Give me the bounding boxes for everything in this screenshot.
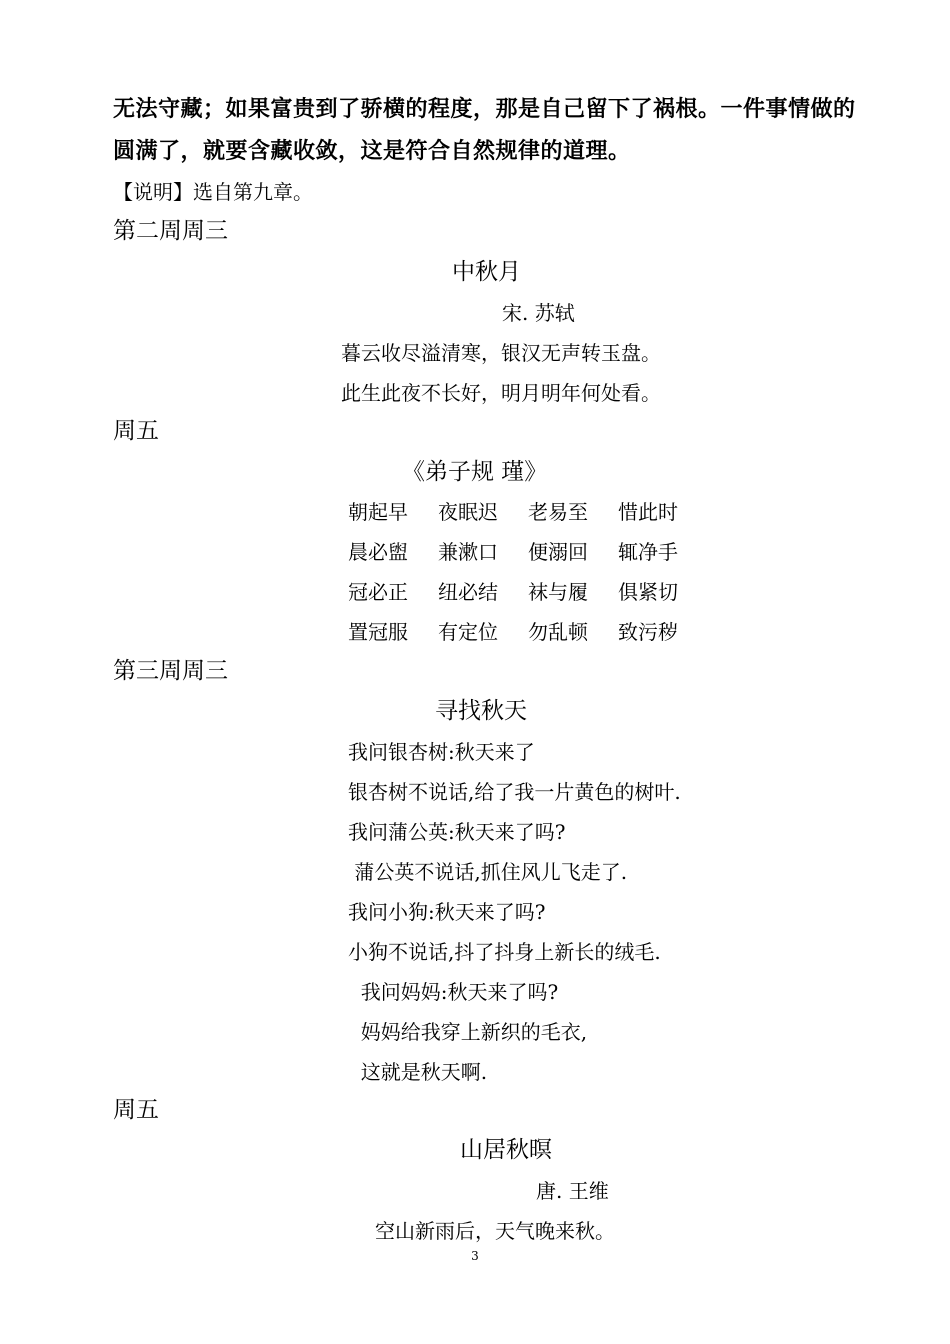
- dizigui-row: [348, 496, 708, 525]
- text-title-dizigui: 《弟子规 瑾》: [402, 459, 548, 485]
- dizigui-phrase: 便溺回: [528, 540, 588, 564]
- dizigui-phrase: 俱紧切: [618, 580, 678, 604]
- dizigui-row: [348, 616, 708, 645]
- poem-line: 我问小狗:秋天来了吗?: [348, 900, 546, 924]
- dizigui-phrase: 袜与履: [528, 580, 588, 604]
- poem-line: 妈妈给我穿上新织的毛衣,: [348, 1020, 588, 1044]
- intro-line-2: 圆满了，就要含藏收敛，这是符合自然规律的道理。: [113, 139, 631, 164]
- poem-line: 我问妈妈:秋天来了吗?: [348, 980, 559, 1004]
- dizigui-phrase: 辄净手: [618, 540, 678, 564]
- dizigui-phrase: 兼漱口: [438, 540, 498, 564]
- dizigui-row: [348, 536, 708, 565]
- dizigui-phrase: 老易至: [528, 500, 588, 524]
- dizigui-phrase: 纽必结: [438, 580, 498, 604]
- poem-line: 我问蒲公英:秋天来了吗?: [348, 820, 566, 844]
- section-heading-week3-wed: 第三周周三: [113, 658, 228, 684]
- dizigui-phrase: 置冠服: [348, 620, 408, 644]
- dizigui-phrase: 致污秽: [618, 620, 678, 644]
- poem-line: 蒲公英不说话,抓住风儿飞走了.: [348, 860, 628, 884]
- dizigui-row: [348, 576, 708, 605]
- dizigui-phrase: 晨必盥: [348, 540, 408, 564]
- poem-title-zhongqiuyue: 中秋月: [452, 259, 521, 285]
- poem-line: 小狗不说话,抖了抖身上新长的绒毛.: [348, 940, 661, 964]
- dizigui-phrase: 有定位: [438, 620, 498, 644]
- poem-title-shanjuqiuming: 山居秋暝: [460, 1137, 552, 1163]
- poem-line: 暮云收尽溢清寒，银汉无声转玉盘。: [341, 341, 661, 365]
- poem-line: 空山新雨后，天气晚来秋。: [375, 1219, 615, 1243]
- dizigui-phrase: 夜眠迟: [438, 500, 498, 524]
- page-number: 3: [471, 1249, 479, 1263]
- intro-note: 【说明】选自第九章。: [113, 180, 313, 204]
- section-heading-week2-fri: 周五: [113, 418, 159, 444]
- poem-line: 银杏树不说话,给了我一片黄色的树叶.: [348, 780, 681, 804]
- poem-title-xunzhaoqiutian: 寻找秋天: [435, 698, 527, 724]
- poem-author-sushi: 宋. 苏轼: [502, 301, 575, 325]
- section-heading-week2-wed: 第二周周三: [113, 218, 228, 244]
- intro-line-1: 无法守藏；如果富贵到了骄横的程度，那是自己留下了祸根。一件事情做的: [113, 97, 856, 122]
- dizigui-phrase: 朝起早: [348, 500, 408, 524]
- section-heading-week3-fri: 周五: [113, 1097, 159, 1123]
- dizigui-phrase: 勿乱顿: [528, 620, 588, 644]
- dizigui-phrase: 冠必正: [348, 580, 408, 604]
- poem-line: 这就是秋天啊.: [348, 1060, 488, 1084]
- dizigui-phrase: 惜此时: [618, 500, 678, 524]
- poem-line: 此生此夜不长好，明月明年何处看。: [341, 381, 661, 405]
- poem-line: 我问银杏树:秋天来了: [348, 740, 535, 764]
- poem-author-wangwei: 唐. 王维: [536, 1179, 609, 1203]
